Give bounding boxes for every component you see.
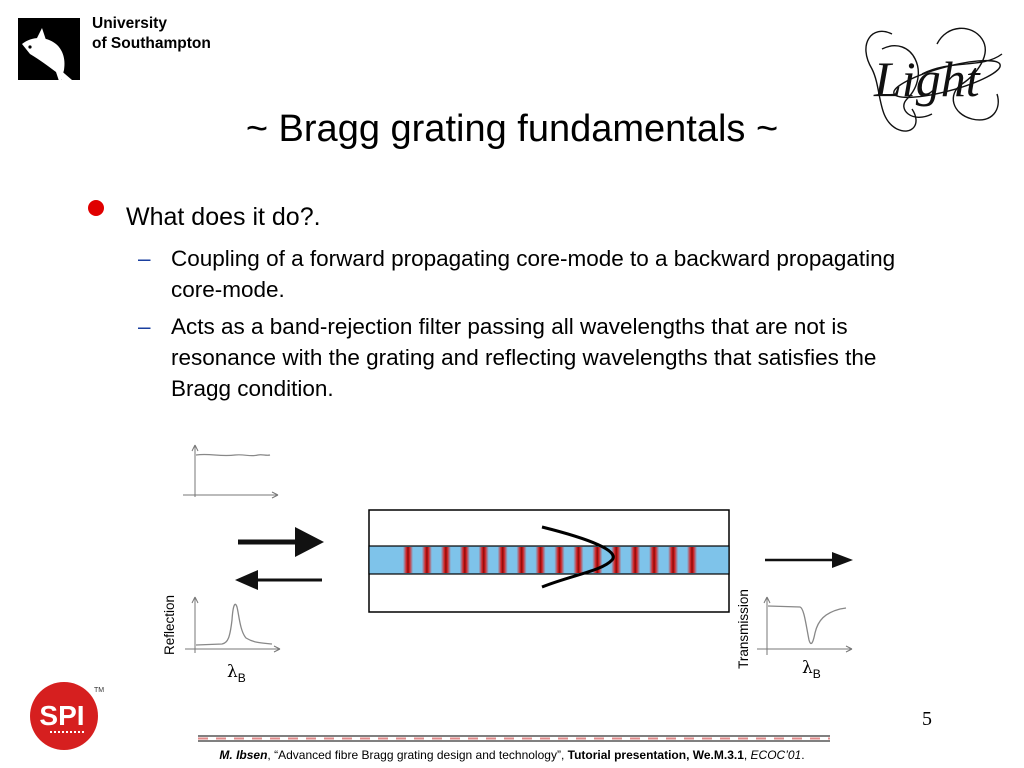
transmission-label: Transmission (736, 589, 751, 669)
reflection-curve (196, 604, 272, 645)
grating-fringe (498, 547, 508, 573)
university-line-2: of Southampton (92, 35, 211, 52)
footer-separator: , (267, 748, 275, 762)
dash-icon: – (138, 246, 151, 271)
grating-fringe (536, 547, 546, 573)
footer-presentation: Tutorial presentation, We.M.3.1 (567, 748, 744, 762)
reflection-label: Reflection (162, 594, 177, 656)
transmission-curve (768, 606, 846, 644)
input-spectrum-line (196, 454, 270, 455)
spi-logo (28, 680, 128, 752)
bragg-grating-diagram (150, 435, 870, 695)
footer-author: M. Ibsen (219, 748, 268, 762)
sub-point-text: Coupling of a forward propagating core-mode to a backward propagating core-mode. (171, 246, 896, 302)
grating-fringe (668, 547, 678, 573)
footer-end: . (801, 748, 805, 762)
grating-fringe (441, 547, 451, 573)
grating-fringe (630, 547, 640, 573)
dash-icon: – (138, 314, 151, 339)
footer-separator: , (560, 748, 568, 762)
page-number: 5 (922, 708, 932, 730)
forward-input-arrow (238, 527, 324, 557)
lambda-subscript: B (812, 667, 821, 681)
grating-fringe (573, 547, 583, 573)
footer-separator: , (743, 748, 751, 762)
footer-conference: ECOC’01 (750, 748, 802, 762)
transmission-plot (736, 589, 852, 681)
grating-fringe (422, 547, 432, 573)
light-logo-text: Light (874, 51, 980, 107)
dolphin-icon (18, 14, 88, 90)
transmitted-arrow (765, 552, 853, 568)
grating-fringe (403, 547, 413, 573)
grating-fringe (460, 547, 470, 573)
university-line-1: University (92, 15, 167, 32)
bullet-text: What does it do?. (126, 203, 321, 231)
spi-trademark: TM (94, 687, 105, 694)
reflection-lambda-label (227, 662, 246, 685)
lambda-symbol: λ (802, 658, 813, 678)
slide-title: ~ Bragg grating fundamentals ~ (245, 108, 779, 150)
university-name (92, 14, 211, 54)
bullet-dot-icon (88, 200, 104, 216)
input-spectrum-plot (183, 445, 278, 498)
footer-citation (0, 748, 1024, 762)
lambda-subscript: B (237, 671, 246, 685)
grating-fringe (555, 547, 565, 573)
grating-fringe (479, 547, 489, 573)
grating-fringe (687, 547, 697, 573)
footer-title: “Advanced fibre Bragg grating design and technology” (274, 748, 561, 762)
lambda-symbol: λ (227, 662, 238, 682)
transmission-lambda-label (802, 658, 821, 681)
sub-point-text: Acts as a band-rejection filter passing all wavelengths that are not is resonance with the grating and reflecting wavelengths that satisfies the Bragg condition. (171, 314, 877, 401)
spi-logo-text: SPI (39, 700, 85, 731)
footer-rule (198, 733, 830, 743)
grating-fringe (517, 547, 527, 573)
reflection-plot (162, 595, 280, 685)
grating-fringe (649, 547, 659, 573)
reflected-arrow (235, 570, 322, 590)
